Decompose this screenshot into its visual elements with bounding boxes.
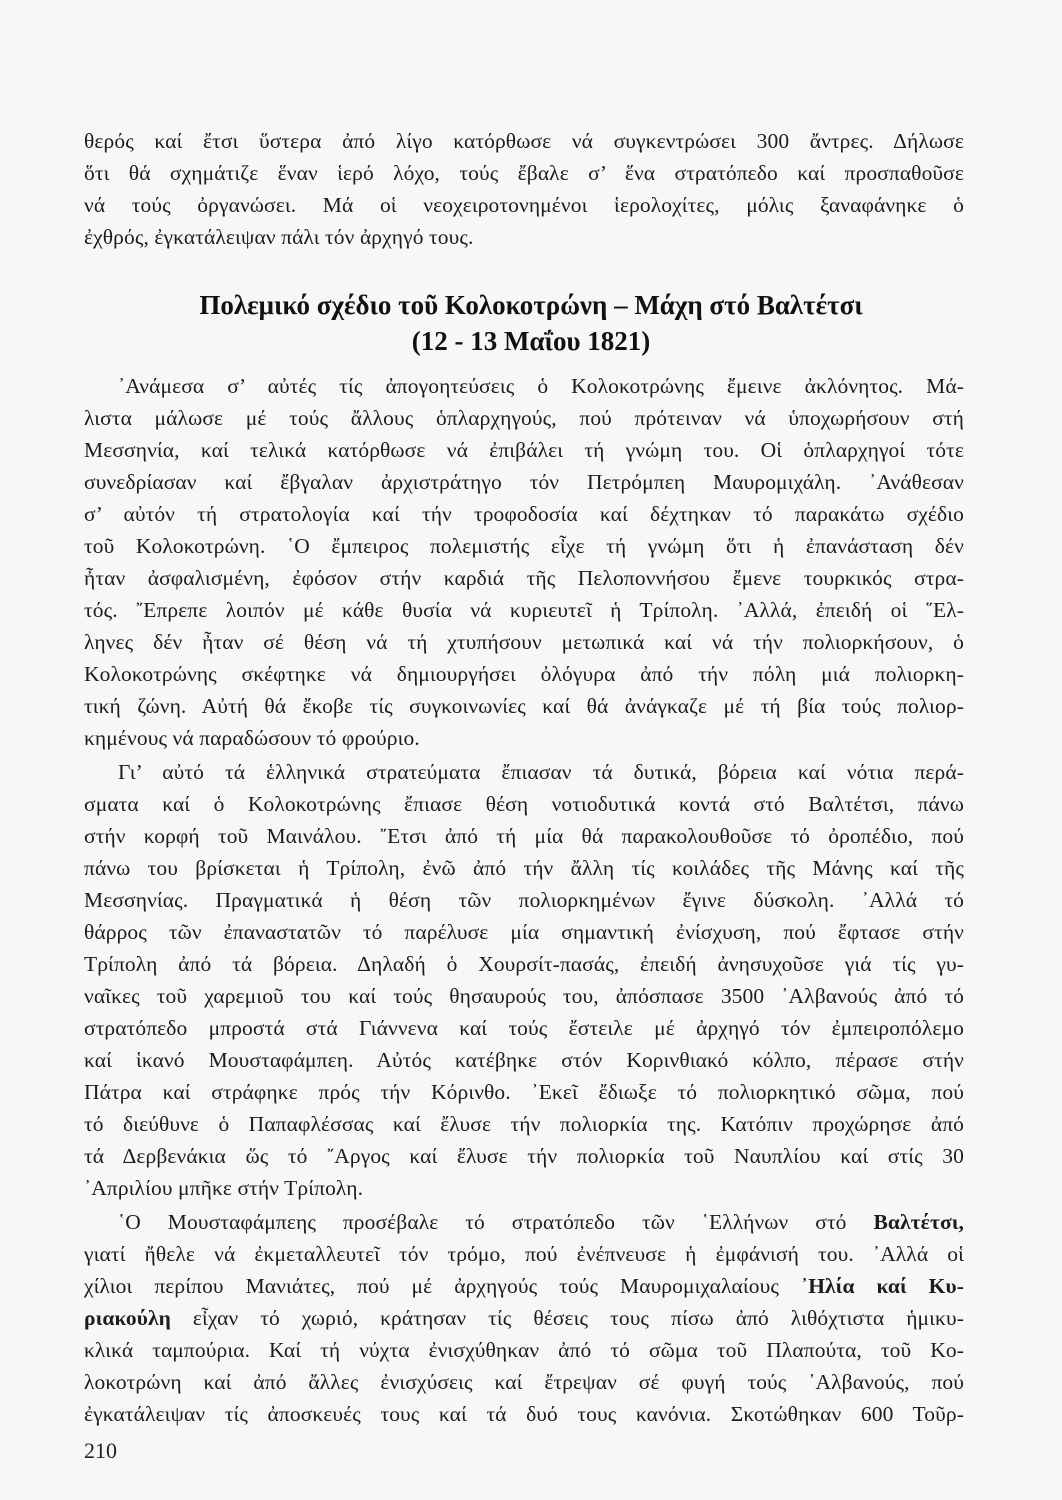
text-run: χίλιοι περίπου Μανιάτες, πού μέ ἀρχηγούς τούς Μαυρομιχαλαίους [84, 1274, 801, 1298]
text-line: νά τούς ὀργανώσει. Μά οἱ νεοχειροτονημένοι ἱερολοχίτες, μόλις ξαναφάνηκε ὁ [84, 193, 964, 217]
text-line: Μεσσηνίας. Πραγματικά ἡ θέση τῶν πολιορκημένων ἔγινε δύσκολη. ᾽Αλλά τό [84, 888, 964, 912]
text-line: ναῖκες τοῦ χαρεμιοῦ του καί τούς θησαυρούς του, ἀπόσπασε 3500 ᾽Αλβανούς ἀπό τό [84, 984, 964, 1008]
text-run: ῾Ο Μουσταφάμπεης προσέβαλε τό στρατόπεδο τῶν ῾Ελλήνων στό [118, 1210, 874, 1234]
text-line: στήν κορφή τοῦ Μαινάλου. ῎Ετσι ἀπό τή μία θά παρακολουθοῦσε τό ὀροπέδιο, πού [84, 824, 964, 848]
text-line: τό διεύθυνε ὁ Παπαφλέσσας καί ἔλυσε τήν πολιορκία της. Κατόπιν προχώρησε ἀπό [84, 1112, 964, 1136]
text-line: τοῦ Κολοκοτρώνη. ῾Ο ἔμπειρος πολεμιστής εἶχε τή γνώμη ὅτι ἡ ἐπανάσταση δέν [84, 534, 964, 558]
text-line: Τρίπολη ἀπό τά βόρεια. Δηλαδή ὁ Χουρσίτ-πασάς, ἐπειδή ἀνησυχοῦσε γιά τίς γυ- [84, 952, 964, 976]
text-line: λιστα μάλωσε μέ τούς ἄλλους ὁπλαρχηγούς, πού πρότειναν νά ὑποχωρήσουν στή [84, 406, 964, 430]
text-line: τός. ῎Επρεπε λοιπόν μέ κάθε θυσία νά κυριευτεῖ ἡ Τρίπολη. ᾽Αλλά, ἐπειδή οἱ ῞Ελ- [84, 598, 964, 622]
text-line: ᾽Ανάμεσα σ’ αὐτές τίς ἀπογοητεύσεις ὁ Κολοκοτρώνης ἔμεινε ἀκλόνητος. Μά- [118, 374, 964, 398]
text-line [84, 1270, 964, 1302]
text-line: συνεδρίασαν καί ἔβγαλαν ἀρχιστράτηγο τόν Πετρόμπεη Μαυρομιχάλη. ᾽Ανάθεσαν [84, 470, 964, 494]
text-line: κημένους νά παραδώσουν τό φρούριο. [84, 726, 420, 750]
section-heading-date: (12 - 13 Μαΐου 1821) [411, 326, 651, 356]
text-line [118, 1206, 964, 1238]
text-line: Κολοκοτρώνης σκέφτηκε νά δημιουργήσει ὀλόγυρα ἀπό τήν πόλη μιά πολιορκη- [84, 662, 964, 686]
text-line: ᾽Απριλίου μπῆκε στήν Τρίπολη. [84, 1176, 364, 1200]
text-line: καί ἱκανό Μουσταφάμπεη. Αὐτός κατέβηκε στόν Κορινθιακό κόλπο, πέρασε στήν [84, 1048, 964, 1072]
text-line: τά Δερβενάκια ὥς τό ῎Αργος καί ἔλυσε τήν πολιορκία τοῦ Ναυπλίου καί στίς 30 [84, 1144, 964, 1168]
text-line: λοκοτρώνη καί ἀπό ἄλλες ἐνισχύσεις καί ἔτρεψαν σέ φυγή τούς ᾽Αλβανούς, πού [84, 1370, 964, 1394]
text-line: ἦταν ἀσφαλισμένη, ἐφόσον στήν καρδιά τῆς Πελοποννήσου ἔμενε τουρκικός στρα- [84, 566, 964, 590]
text-line: τική ζώνη. Αὐτή θά ἔκοβε τίς συγκοινωνίες καί θά ἀνάγκαζε μέ τή βία τούς πολιορ- [84, 694, 964, 718]
text-run: εἶχαν τό χωριό, κράτησαν τίς θέσεις τους πίσω ἀπό λιθόχτιστα ἡμικυ- [170, 1306, 964, 1330]
text-line: ληνες δέν ἦταν σέ θέση νά τή χτυπήσουν μετωπικά καί νά τήν πολιορκήσουν, ὁ [84, 630, 964, 654]
text-line: πάνω του βρίσκεται ἡ Τρίπολη, ἐνῶ ἀπό τήν ἄλλη τίς κοιλάδες τῆς Μάνης καί τῆς [84, 856, 964, 880]
text-line: Πάτρα καί στράφηκε πρός τήν Κόρινθο. ᾽Εκεῖ ἔδιωξε τό πολιορκητικό σῶμα, πού [84, 1080, 964, 1104]
text-line: θερός καί ἔτσι ὕστερα ἀπό λίγο κατόρθωσε νά συγκεντρώσει 300 ἄντρες. Δήλωσε [84, 129, 964, 153]
bold-person-name: ᾽Ηλία καί Κυ- [800, 1274, 964, 1298]
text-line: σ’ αὐτόν τή στρατολογία καί τήν τροφοδοσία καί δέχτηκαν τό παρακάτω σχέδιο [84, 502, 964, 526]
text-line: σματα καί ὁ Κολοκοτρώνης ἔπιασε θέση νοτιοδυτικά κοντά στό Βαλτέτσι, πάνω [84, 792, 964, 816]
text-line: γιατί ἤθελε νά ἐκμεταλλευτεῖ τόν τρόμο, πού ἐνέπνευσε ἡ ἐμφάνισή του. ᾽Αλλά οἱ [84, 1242, 964, 1266]
bold-person-name: ριακούλη [84, 1306, 171, 1330]
page-number: 210 [84, 1438, 117, 1463]
text-line: Γι’ αὐτό τά ἑλληνικά στρατεύματα ἔπιασαν τά δυτικά, βόρεια καί νότια περά- [118, 760, 964, 784]
bold-place-name: Βαλτέτσι, [873, 1210, 964, 1234]
text-line: θάρρος τῶν ἐπαναστατῶν τό παρέλυσε μία σημαντική ἐνίσχυση, πού ἔφτασε στήν [84, 920, 964, 944]
text-line: ἐχθρός, ἐγκατάλειψαν πάλι τόν ἀρχηγό τους. [84, 225, 474, 249]
section-heading-title: Πολεμικό σχέδιο τοῦ Κολοκοτρώνη – Μάχη στό Βαλτέτσι [199, 290, 863, 320]
text-line: κλικά ταμπούρια. Καί τή νύχτα ἐνισχύθηκαν ἀπό τό σῶμα τοῦ Πλαπούτα, τοῦ Κο- [84, 1338, 964, 1362]
text-line: στρατόπεδο μπροστά στά Γιάννενα καί τούς ἔστειλε μέ ἀρχηγό τόν ἐμπειροπόλεμο [84, 1016, 964, 1040]
text-line: ὅτι θά σχημάτιζε ἕναν ἱερό λόχο, τούς ἔβαλε σ’ ἕνα στρατόπεδο καί προσπαθοῦσε [84, 161, 964, 185]
text-line: ἐγκατάλειψαν τίς ἀποσκευές τους καί τά δυό τους κανόνια. Σκοτώθηκαν 600 Τοῦρ- [84, 1402, 964, 1426]
text-line [84, 1302, 964, 1334]
text-line: Μεσσηνία, καί τελικά κατόρθωσε νά ἐπιβάλει τή γνώμη του. Οἱ ὁπλαρχηγοί τότε [84, 438, 964, 462]
